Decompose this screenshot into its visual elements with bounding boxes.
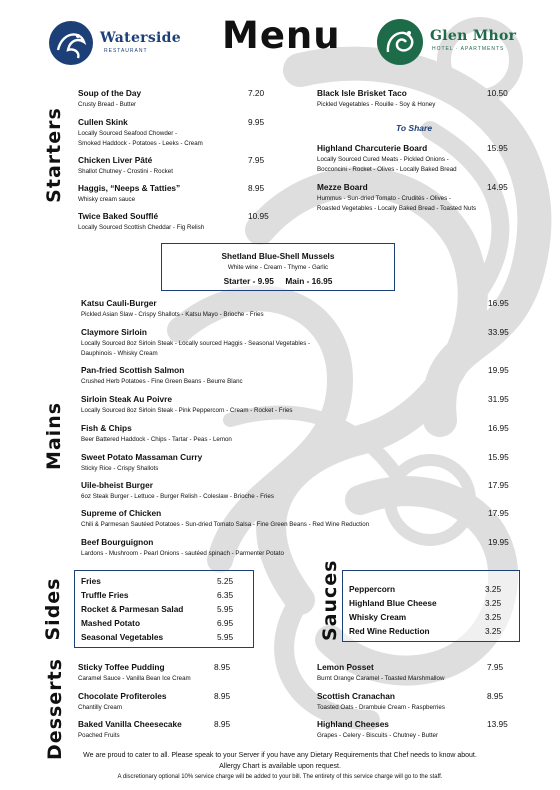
menu-item: [78, 211, 204, 233]
mussels-name: Shetland Blue-Shell Mussels: [221, 251, 335, 261]
mussels-box: [161, 243, 395, 291]
item-price: 9.95: [248, 117, 265, 127]
item-price: 17.95: [488, 508, 509, 518]
mussels-main-price: Main - 16.95: [285, 275, 333, 286]
item-name: Katsu Cauli-Burger: [81, 298, 157, 308]
footer-service-charge: A discretionary optional 10% service charge will be added to your bill. The entirety of this service charge will go to the staff.: [117, 774, 443, 780]
mussels-desc: White wine - Cream - Thyme - Garlic: [227, 264, 329, 271]
item-desc: Sticky Rice - Crispy Shallots: [81, 465, 159, 472]
item-name: Supreme of Chicken: [81, 508, 162, 518]
item-price: 17.95: [488, 480, 509, 490]
side-price: 5.95: [217, 604, 234, 614]
item-price: 14.95: [487, 182, 508, 192]
menu-item: [78, 155, 173, 177]
item-desc: Lardons - Mushroom - Pearl Onions - sautéed spinach - Parmenter Potato: [81, 550, 284, 557]
item-price: 7.95: [487, 662, 504, 672]
menu-item: [81, 423, 232, 445]
item-desc: Whisky cream sauce: [78, 196, 136, 203]
item-desc: Grapes - Celery - Biscuits - Chutney - Butter: [317, 732, 439, 739]
item-name: Chicken Liver Pâté: [78, 155, 153, 165]
menu-item: [78, 662, 191, 684]
item-name: Pan-fried Scottish Salmon: [81, 365, 185, 375]
menu-item: [78, 117, 203, 148]
menu-item: [81, 480, 274, 502]
waterside-logo-sub: RESTAURANT: [104, 48, 148, 54]
item-desc: Chantilly Cream: [78, 704, 123, 711]
item-price: 31.95: [488, 394, 509, 404]
item-desc: Toasted Oats - Drambuie Cream - Raspberries: [317, 704, 445, 711]
item-price: 8.95: [214, 719, 231, 729]
side-name: Fries: [81, 576, 101, 586]
item-name: Claymore Sirloin: [81, 327, 147, 337]
menu-item: [317, 182, 476, 213]
item-name: Mezze Board: [317, 182, 368, 192]
item-price: 16.95: [488, 423, 509, 433]
to-share-heading: To Share: [396, 123, 433, 133]
item-name: Soup of the Day: [78, 88, 142, 98]
item-price: 8.95: [214, 691, 231, 701]
item-name: Highland Charcuterie Board: [317, 143, 428, 153]
menu-item: [317, 662, 444, 684]
item-price: 8.95: [214, 662, 231, 672]
menu-item: [78, 719, 182, 741]
page-title: Menu: [222, 14, 341, 57]
item-price: 15.95: [488, 452, 509, 462]
item-name: Cullen Skink: [78, 117, 128, 127]
glen-mhor-logo-name: Glen Mhor: [430, 28, 517, 44]
menu-item: [81, 298, 264, 320]
sauce-price: 3.25: [485, 598, 502, 608]
item-desc: Shallot Chutney - Crostini - Rocket: [78, 168, 173, 175]
item-name: Baked Vanilla Cheesecake: [78, 719, 182, 729]
sauce-price: 3.25: [485, 612, 502, 622]
item-desc: Crushed Herb Potatoes - Fine Green Beans - Beurre Blanc: [81, 378, 243, 385]
sauce-price: 3.25: [485, 626, 502, 636]
side-price: 6.35: [217, 590, 234, 600]
glen-mhor-logo-sub: HOTEL · APARTMENTS: [432, 46, 505, 52]
side-name: Mashed Potato: [81, 618, 141, 628]
item-desc: Pickled Vegetables - Rouille - Soy & Honey: [317, 101, 436, 108]
menu-item: [78, 183, 180, 205]
item-desc: Hummus - Sun-dried Tomato - Crudités - Olives - Roasted Vegetables - Locally Baked Bread - Toasted Nuts: [317, 195, 477, 212]
item-name: Sticky Toffee Pudding: [78, 662, 165, 672]
side-name: Seasonal Vegetables: [81, 632, 164, 642]
sauce-name: Peppercorn: [349, 584, 396, 594]
item-price: 7.20: [248, 88, 265, 98]
menu-item: [78, 691, 167, 713]
side-price: 5.25: [217, 576, 234, 586]
item-name: Chocolate Profiteroles: [78, 691, 167, 701]
item-price: 8.95: [248, 183, 265, 193]
section-starters: Starters: [43, 107, 65, 203]
item-desc: Locally Sourced 8oz Sirloin Steak - Locally sourced Haggis - Seasonal Vegetables - Dauphinois - Whisky Cream: [81, 340, 311, 357]
footer-allergy-note: Allergy Chart is available upon request.: [219, 763, 341, 770]
item-price: 8.95: [487, 691, 504, 701]
side-price: 6.95: [217, 618, 234, 628]
section-mains: Mains: [43, 401, 65, 471]
item-price: 13.95: [487, 719, 508, 729]
item-price: 33.95: [488, 327, 509, 337]
item-desc: Locally Sourced Seafood Chowder - Smoked Haddock - Potatoes - Leeks - Cream: [78, 130, 203, 147]
item-name: Lemon Posset: [317, 662, 374, 672]
item-desc: Pickled Asian Slaw - Crispy Shallots - Katsu Mayo - Brioche - Fries: [81, 311, 264, 318]
sauce-name: Highland Blue Cheese: [349, 598, 437, 608]
item-desc: Poached Fruits: [78, 732, 120, 739]
sauce-name: Whisky Cream: [349, 612, 407, 622]
item-price: 10.50: [487, 88, 508, 98]
menu-item: [317, 719, 438, 741]
menu-item: [81, 452, 202, 474]
side-price: 5.95: [217, 632, 234, 642]
section-sides: Sides: [42, 577, 64, 641]
menu-item: [78, 88, 141, 110]
item-name: Black Isle Brisket Taco: [317, 88, 407, 98]
glen-mhor-emblem-icon: [376, 18, 424, 66]
menu-item: [317, 691, 445, 713]
item-name: Uile-bheist Burger: [81, 480, 153, 490]
menu-item: [81, 365, 243, 387]
sauce-name: Red Wine Reduction: [349, 626, 430, 636]
section-sauces: Sauces: [319, 559, 341, 641]
menu-item: [81, 508, 369, 530]
menu-item: [317, 88, 435, 110]
menu-item: [317, 143, 457, 174]
item-desc: Locally Sourced Scottish Cheddar - Fig Relish: [78, 224, 205, 231]
footer-dietary-note: We are proud to cater to all. Please speak to your Server if you have any Dietary Requirements that Chef needs to know about.: [83, 752, 477, 759]
item-desc: Locally Sourced 8oz Sirloin Steak - Pink Peppercorn - Cream - Rocket - Fries: [81, 407, 293, 414]
item-desc: Chili & Parmesan Sautéed Potatoes - Sun-dried Tomato Salsa - Fine Green Beans - Red Wine Reduction: [81, 521, 370, 528]
item-price: 16.95: [488, 298, 509, 308]
item-price: 7.95: [248, 155, 265, 165]
waterside-logo-name: Waterside: [100, 30, 181, 46]
item-price: 19.95: [488, 537, 509, 547]
item-name: Sirloin Steak Au Poivre: [81, 394, 172, 404]
mussels-starter-price: Starter - 9.95: [223, 275, 274, 286]
item-desc: Crusty Bread - Butter: [78, 101, 137, 108]
menu-item: [81, 537, 284, 559]
section-desserts: Desserts: [44, 658, 66, 760]
side-name: Truffle Fries: [81, 590, 129, 600]
item-name: Beef Bourguignon: [81, 537, 154, 547]
side-name: Rocket & Parmesan Salad: [81, 604, 184, 614]
item-name: Fish & Chips: [81, 423, 132, 433]
waterside-emblem-icon: [48, 20, 94, 66]
menu-item: [81, 327, 310, 358]
waterside-logo: [48, 20, 198, 66]
item-desc: 6oz Steak Burger - Lettuce - Burger Relish - Coleslaw - Brioche - Fries: [81, 493, 274, 500]
item-name: Haggis, “Neeps & Tatties”: [78, 183, 181, 193]
item-desc: Beer Battered Haddock - Chips - Tartar - Peas - Lemon: [81, 436, 232, 443]
glen-mhor-logo: [376, 18, 526, 66]
item-name: Scottish Cranachan: [317, 691, 395, 701]
item-price: 10.95: [248, 211, 269, 221]
item-name: Highland Cheeses: [317, 719, 389, 729]
sauce-price: 3.25: [485, 584, 502, 594]
item-name: Sweet Potato Massaman Curry: [81, 452, 203, 462]
item-price: 19.95: [488, 365, 509, 375]
item-desc: Locally Sourced Cured Meats - Pickled Onions - Bocconcini - Rocket - Olives - Locally Baked Bread: [317, 156, 457, 173]
menu-item: [81, 394, 293, 416]
item-name: Twice Baked Soufflé: [78, 211, 159, 221]
item-desc: Caramel Sauce - Vanilla Bean Ice Cream: [78, 675, 191, 682]
mussels-prices: [162, 276, 394, 286]
item-price: 15.95: [487, 143, 508, 153]
item-desc: Burnt Orange Caramel - Toasted Marshmallow: [317, 675, 445, 682]
